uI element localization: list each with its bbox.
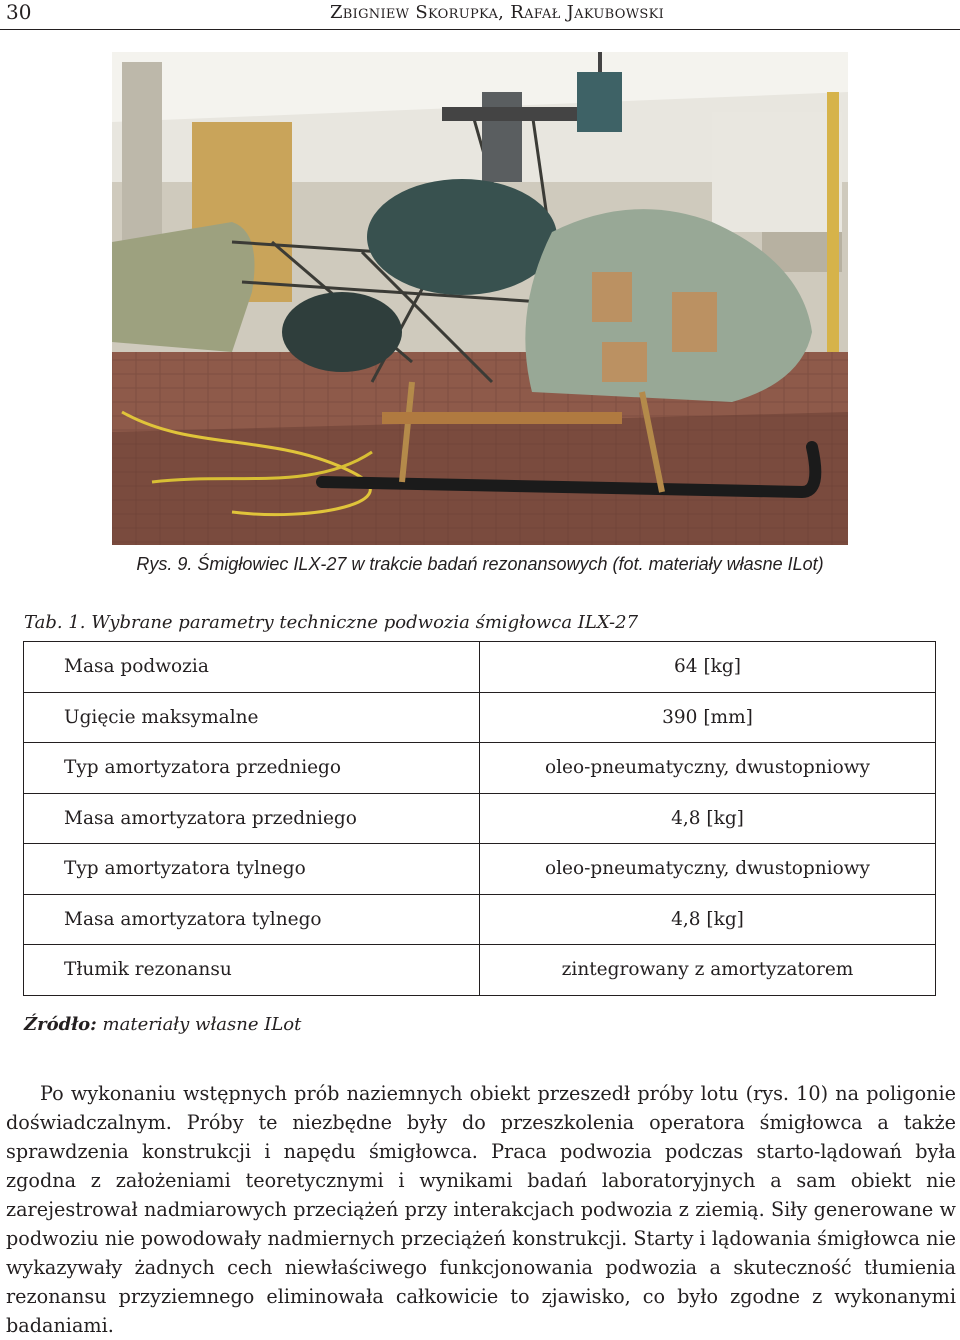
figure-caption: Rys. 9. Śmigłowiec ILX-27 w trakcie badań rezonansowych (fot. materiały własne ILot) xyxy=(136,554,824,574)
source-label: Źródło: xyxy=(24,1014,97,1035)
running-head: Zbigniew Skorupka, Rafał Jakubowski xyxy=(330,2,665,23)
parameters-table xyxy=(23,641,936,996)
param-value: oleo-pneumatyczny, dwustopniowy xyxy=(480,743,936,794)
table-row xyxy=(24,642,936,693)
param-name: Masa amortyzatora tylnego xyxy=(24,894,480,945)
param-name: Ugięcie maksymalne xyxy=(24,692,480,743)
param-value: 64 [kg] xyxy=(480,642,936,693)
param-name: Masa amortyzatora przedniego xyxy=(24,793,480,844)
page-number: 30 xyxy=(6,0,32,24)
helicopter-photo xyxy=(112,52,848,545)
page-header xyxy=(0,0,960,30)
table-row xyxy=(24,793,936,844)
table-row xyxy=(24,743,936,794)
table-row xyxy=(24,894,936,945)
param-name: Typ amortyzatora przedniego xyxy=(24,743,480,794)
source-text: materiały własne ILot xyxy=(102,1014,302,1035)
param-value: 4,8 [kg] xyxy=(480,894,936,945)
param-name: Tłumik rezonansu xyxy=(24,945,480,996)
param-value: zintegrowany z amortyzatorem xyxy=(480,945,936,996)
table-row xyxy=(24,844,936,895)
param-value: 4,8 [kg] xyxy=(480,793,936,844)
body-text xyxy=(6,1079,956,1340)
body-paragraph: Po wykonaniu wstępnych prób naziemnych obiekt przeszedł próby lotu (rys. 10) na poligonie doświadczalnym. Próby te niezbędne były do przeszkolenia operatora śmigłowca a także sprawdzenia konstrukcji i napędu śmigłowca. Praca podwozia podczas starto-lądowań była zgodna z założeniami teoretycznymi i wynikami badań laboratoryjnych a sam obiekt nie zarejestrował nadmiarowych przeciążeń przy interakcjach podwozia z ziemią. Siły generowane w podwoziu nie powodowały nadmiernych przeciążeń konstrukcji. Starty i lądowania śmigłowca nie wykazywały żadnych cech niewłaściwego funkcjonowania podwozia a skuteczność tłumienia rezonansu przyziemnego eliminowała całkowicie to zjawisko, co było zgodne z wykonanymi badaniami. xyxy=(6,1082,956,1337)
param-name: Masa podwozia xyxy=(24,642,480,693)
header-rule xyxy=(0,29,960,30)
param-value: 390 [mm] xyxy=(480,692,936,743)
table-source xyxy=(24,1014,301,1035)
param-value: oleo-pneumatyczny, dwustopniowy xyxy=(480,844,936,895)
table-row xyxy=(24,692,936,743)
param-name: Typ amortyzatora tylnego xyxy=(24,844,480,895)
table-row xyxy=(24,945,936,996)
table-title: Tab. 1. Wybrane parametry techniczne podwozia śmigłowca ILX-27 xyxy=(24,612,639,633)
